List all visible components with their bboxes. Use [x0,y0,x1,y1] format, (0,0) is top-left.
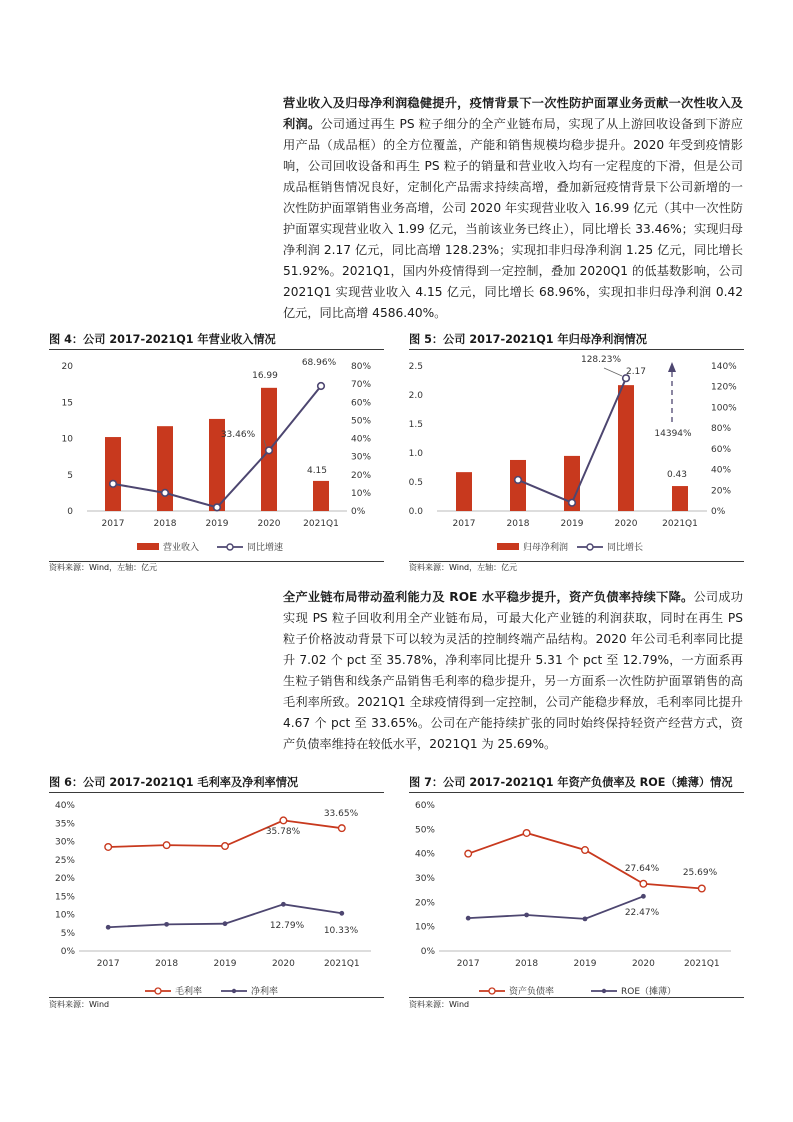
x-tick-label: 2020 [631,959,655,969]
y-right-tick-label: 140% [711,362,737,372]
y-right-tick-label: 20% [351,470,372,481]
y-tick-label: 20% [54,874,75,884]
legend-swatch-bar [137,543,159,550]
x-tick-label: 2018 [153,519,177,529]
y-left-tick-label: 0.5 [408,478,423,488]
y-tick-label: 30% [414,874,435,884]
legend-marker [155,988,161,994]
x-tick-label: 2021Q1 [683,959,720,969]
y-tick-label: 50% [414,825,435,836]
series-point-0 [523,830,530,837]
x-tick-label: 2017 [452,519,476,529]
x-tick-label: 2019 [573,959,597,969]
y-left-tick-label: 10 [61,434,73,445]
y-right-tick-label: 120% [711,382,737,393]
y-tick-label: 25% [54,855,75,866]
series-point-1 [524,913,529,918]
figure-4-title: 图 4：公司 2017-2021Q1 年营业收入情况 [49,333,276,346]
y-right-tick-label: 0% [711,507,726,517]
x-tick-label: 2018 [155,959,179,969]
legend-label: 资产负债率 [509,987,555,997]
figure-6-chart [49,793,384,997]
series-point-0 [640,880,647,887]
x-tick-label: 2018 [515,959,539,969]
paragraph-revenue [283,93,743,324]
data-label: 10.33% [323,926,359,936]
data-label: 14394% [654,429,692,439]
series-point-0 [339,825,346,832]
y-left-tick-label: 15 [61,398,73,409]
data-label: 2.17 [625,367,647,377]
paragraph-lead: 营业收入及归母净利润稳健提升，疫情背景下一次性防护面罩业务贡献一次性收入及利润。 [283,96,743,131]
figure-4-chart [49,350,384,558]
y-left-tick-label: 2.5 [408,362,423,372]
paragraph-lead: 全产业链布局带动盈利能力及 ROE 水平稳步提升，资产负债率持续下降。 [283,590,694,604]
data-label: 27.64% [624,864,660,874]
y-left-tick-label: 20 [61,362,73,372]
y-tick-label: 60% [414,801,435,811]
legend-label: 同比增长 [607,543,644,553]
line-point [569,499,576,506]
series-point-0 [582,847,589,854]
x-tick-label: 2020 [614,519,638,529]
y-tick-label: 10% [54,910,75,921]
x-tick-label: 2021Q1 [662,519,698,529]
y-tick-label: 40% [414,849,435,860]
figure-7-bottom-rule [409,997,744,998]
series-point-0 [163,842,170,849]
series-point-1 [281,902,286,907]
legend-label: 归母净利润 [523,543,569,553]
data-label: 68.96% [301,358,337,368]
y-right-tick-label: 70% [351,380,372,391]
legend-marker [232,989,236,993]
data-label: 35.78% [265,827,301,837]
figure-4-source: 资料来源：Wind，左轴：亿元 [49,563,158,572]
data-label: 33.46% [220,430,256,440]
series-point-1 [583,916,588,921]
data-label: 22.47% [624,908,660,918]
y-tick-label: 40% [54,801,75,811]
legend-label: 同比增速 [247,543,284,553]
legend-marker [587,544,593,550]
series-line-0 [468,833,702,889]
series-point-0 [280,817,287,824]
y-tick-label: 20% [414,898,435,909]
y-left-tick-label: 1.5 [408,420,423,430]
y-right-tick-label: 60% [711,444,732,455]
line-point [266,447,273,454]
series-point-0 [222,843,229,850]
y-right-tick-label: 100% [711,403,737,414]
y-tick-label: 0% [420,947,435,957]
x-tick-label: 2021Q1 [323,959,360,969]
figure-5-title: 图 5：公司 2017-2021Q1 年归母净利润情况 [409,333,647,346]
legend-label: 毛利率 [175,987,203,997]
x-tick-label: 2017 [101,519,125,529]
bar [313,481,329,511]
y-tick-label: 15% [54,892,75,903]
series-point-1 [641,894,646,899]
figure-5-chart [409,350,744,558]
bar [456,472,472,511]
figure-6-bottom-rule [49,997,384,998]
paragraph-profitability [283,587,743,755]
line-point [214,504,221,511]
y-tick-label: 5% [60,928,75,939]
y-left-tick-label: 5 [67,470,73,481]
label-leader-line [604,368,622,376]
legend-label: ROE（摊薄） [621,987,677,997]
y-right-tick-label: 40% [711,465,732,476]
x-tick-label: 2020 [271,959,295,969]
series-line-1 [468,896,643,919]
bar [510,460,526,511]
line-point [110,481,117,488]
y-left-tick-label: 2.0 [408,391,423,401]
series-point-1 [164,922,169,927]
y-tick-label: 0% [60,947,75,957]
bar [618,385,634,511]
bar [672,486,688,511]
series-point-1 [339,911,344,916]
y-right-tick-label: 30% [351,452,372,463]
series-point-0 [105,844,112,851]
paragraph-body: 公司通过再生 PS 粒子细分的全产业链布局，实现了从上游回收设备到下游应用产品（成品框）的全方位覆盖，产能和销售规模均稳步提升。2020 年受到疫情影响，公司回收设备和再生 PS 粒子的销量和营业收入均有一定程度的下滑，但是公司成品框销售情况良好，定制化产品需求持续高增，叠加新冠疫情背景下公司新增的一次性防护面罩销售业务高增，公司 2020 年实现营业收入 16.99 亿元（其中一次性防护面罩实现营业收入 1.99 亿元，当前该业务已终止），同比增长 33.46%；实现归母净利润 2.17 亿元，同比高增 128.23%；实现扣非归母净利润 1.25 亿元，同比增长 51.92%。2021Q1，国内外疫情得到一定控制，叠加 2020Q1 的低基数影响，公司 2021Q1 实现营业收入 4.15 亿元，同比增长 68.96%，实现扣非归母净利润 0.42 亿元，同比高增 4586.40%。 [283,117,743,320]
figure-5-source: 资料来源：Wind，左轴：亿元 [409,563,518,572]
data-label: 0.43 [666,470,688,480]
y-right-tick-label: 80% [711,424,732,435]
data-label: 16.99 [252,371,278,381]
y-left-tick-label: 0 [67,507,73,517]
y-right-tick-label: 0% [351,507,366,517]
line-point [318,383,325,390]
annotation-arrow-head [668,362,676,372]
x-tick-label: 2019 [205,519,229,529]
y-right-tick-label: 80% [351,362,372,372]
x-tick-label: 2017 [96,959,120,969]
y-left-tick-label: 1.0 [408,449,423,459]
paragraph-body: 公司成功实现 PS 粒子回收利用全产业链布局，可最大化产业链的利润获取，同时在再生 PS 粒子价格波动背景下可以较为灵活的控制终端产品结构。2020 年公司毛利率同比提升 7.02 个 pct 至 35.78%，净利率同比提升 5.31 个 pct 至 12.79%，一方面系再生粒子销售和线条产品销售毛利率的稳步提升，另一方面系一次性防护面罩销售的高毛利率所致。2021Q1 全球疫情得到一定控制，公司产能稳步释放，毛利率同比提升 4.67 个 pct 至 33.65%。公司在产能持续扩张的同时始终保持轻资产经营方式，资产负债率维持在较低水平，2021Q1 为 25.69%。 [283,590,743,751]
legend-label: 净利率 [251,987,279,997]
legend-marker [602,989,606,993]
y-right-tick-label: 50% [351,416,372,427]
series-point-0 [699,885,706,892]
y-tick-label: 30% [54,837,75,848]
data-label: 25.69% [682,868,718,878]
y-tick-label: 10% [414,922,435,933]
x-tick-label: 2020 [257,519,281,529]
line-point [162,490,169,497]
series-point-1 [106,925,111,930]
x-tick-label: 2017 [456,959,480,969]
series-point-0 [465,850,472,857]
series-point-1 [466,916,471,921]
y-right-tick-label: 20% [711,486,732,497]
figure-7-chart [409,793,744,997]
line-point [515,477,522,484]
legend-label: 营业收入 [163,543,200,553]
figure-7-source: 资料来源：Wind [409,1000,470,1009]
legend-marker [227,544,233,550]
bar [157,426,173,511]
figure-7-title: 图 7：公司 2017-2021Q1 年资产负债率及 ROE（摊薄）情况 [409,776,733,789]
bar [105,437,121,511]
data-label: 33.65% [323,809,359,819]
x-tick-label: 2019 [213,959,237,969]
data-label: 128.23% [580,355,622,365]
legend-swatch-bar [497,543,519,550]
data-label: 12.79% [269,921,305,931]
y-tick-label: 35% [54,819,75,830]
x-tick-label: 2021Q1 [303,519,339,529]
series-point-1 [223,921,228,926]
figure-6-title: 图 6：公司 2017-2021Q1 毛利率及净利率情况 [49,776,299,789]
x-tick-label: 2019 [560,519,584,529]
legend-marker [489,988,495,994]
y-right-tick-label: 40% [351,434,372,445]
y-right-tick-label: 60% [351,398,372,409]
x-tick-label: 2018 [506,519,530,529]
y-left-tick-label: 0.0 [408,507,423,517]
y-right-tick-label: 10% [351,488,372,499]
figure-6-source: 资料来源：Wind [49,1000,110,1009]
data-label: 4.15 [306,466,328,476]
